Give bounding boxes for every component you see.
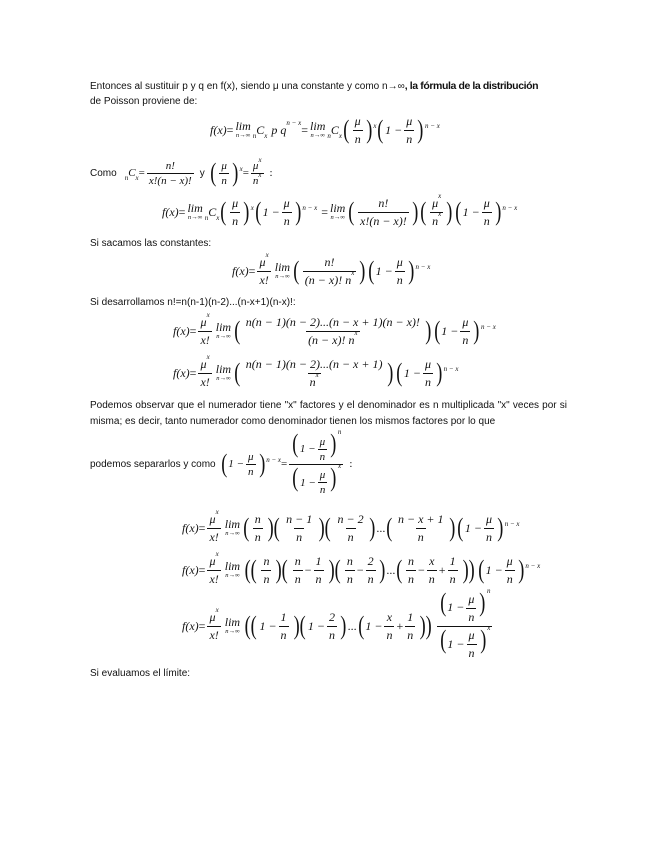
equation-final-form: f(x) = $\frac{\mu^x}{x!}$ lim n→∞ (( 1 − $\frac{1}{n}$ )( 1 − $\frac{2}{n}$ ) ... ( 1 − $\frac{x}{n}$ + $\frac{1}{n}$ )) (1 − $\frac{\mu}{n}$ )$^n$ (1 − $\frac{\mu}{n}$ )$^x$ [182,586,491,661]
equation-separate: podemos separarlos y como ( 1 − $\frac{\mu}{n}$ ) n − x = (1 − $\frac{\mu}{n}$ )$^n$ (1 − $\frac{\mu}{n}$ )$^x$ : [90,427,353,497]
equation-combination-def: Como $_nC_x$ = $\frac{n!}{x!(n - x)!}$ y ( $\frac{\mu}{n}$ ) x = $\frac{\mu^x}{n^x}$ : [90,155,273,187]
intro-line-1: Entonces al sustituir p y q en f(x), siendo μ una constante y como n→∞, la fórmula de la distribución [90,80,539,92]
develop-line: Si desarrollamos n!=n(n-1)(n-2)...(n-x+1)(n-x)!: [90,297,296,308]
equation-poisson-origin: f(x) = lim n→∞ $_nC_x$ p $q^{n - x}$ = lim n→∞ $_nC_x$ ( $\frac{\mu}{n}$ ) x ( 1 − $\frac{\mu}{n}$ ) n − x [210,113,440,146]
equation-constants-out: f(x) = $\frac{\mu^x}{x!}$ lim n→∞ ( $\frac{n!}{(n - x)! n^x}$ ) ( 1 − $\frac{\mu}{n}$ ) n − x [232,250,431,287]
equation-reduced-factorial: f(x) = $\frac{\mu^x}{x!}$ lim n→∞ ( $\frac{n(n - 1)(n - 2)...(n - x + 1)}{n^x}$ ) ( 1 − $\frac{\mu}{n}$ ) n − x [173,352,459,389]
evaluate-line: Si evaluamos el límite: [90,668,191,679]
intro-line-2: de Poisson proviene de: [90,96,198,107]
equation-split-fractions: f(x) = $\frac{\mu^x}{x!}$ lim n→∞ ( $\frac{n}{n}$ )( $\frac{n - 1}{n}$ )( $\frac{n - 2}{n}$ ) ... ( $\frac{n - x + 1}{n}$ ) ( 1 − $\frac{\mu}{n}$ ) n − x [182,507,520,544]
equation-separated-terms: f(x) = $\frac{\mu^x}{x!}$ lim n→∞ (( $\frac{n}{n}$ )( $\frac{n}{n}$ − $\frac{1}{n}$ )( $\frac{n}{n}$ − $\frac{2}{n}$ ) ... ( $\frac{n}{n}$ − $\frac{x}{n}$ + $\frac{1}{n}$ )) ( 1 − $\frac{\mu}{n}$ ) n − x [182,549,541,586]
equation-substituted: f(x) = lim n→∞ $_nC_x$ ( $\frac{\mu}{n}$ ) x ( 1 − $\frac{\mu}{n}$ ) n − x = lim n→∞ ( $\frac{n!}{x!(n - x)!}$ ) ( $\frac{\mu^x}{n^x}$ ) ( 1 − $\frac{\mu}{n}$ ) n − x [162,191,518,228]
equation-expanded-factorial: f(x) = $\frac{\mu^x}{x!}$ lim n→∞ ( $\frac{n(n - 1)(n - 2)...(n - x + 1)(n - x)!}{(n - x)! n^x}$ ) ( 1 − $\frac{\mu}{n}$ ) n − x [173,310,496,347]
constants-line: Si sacamos las constantes: [90,238,212,249]
observation-paragraph: Podemos observar que el numerador tiene "x" factores y el denominador es n multiplicada "x" veces por si misma; es decir, tanto numerador como denominador tienen los mismos factores por lo que [90,400,567,427]
